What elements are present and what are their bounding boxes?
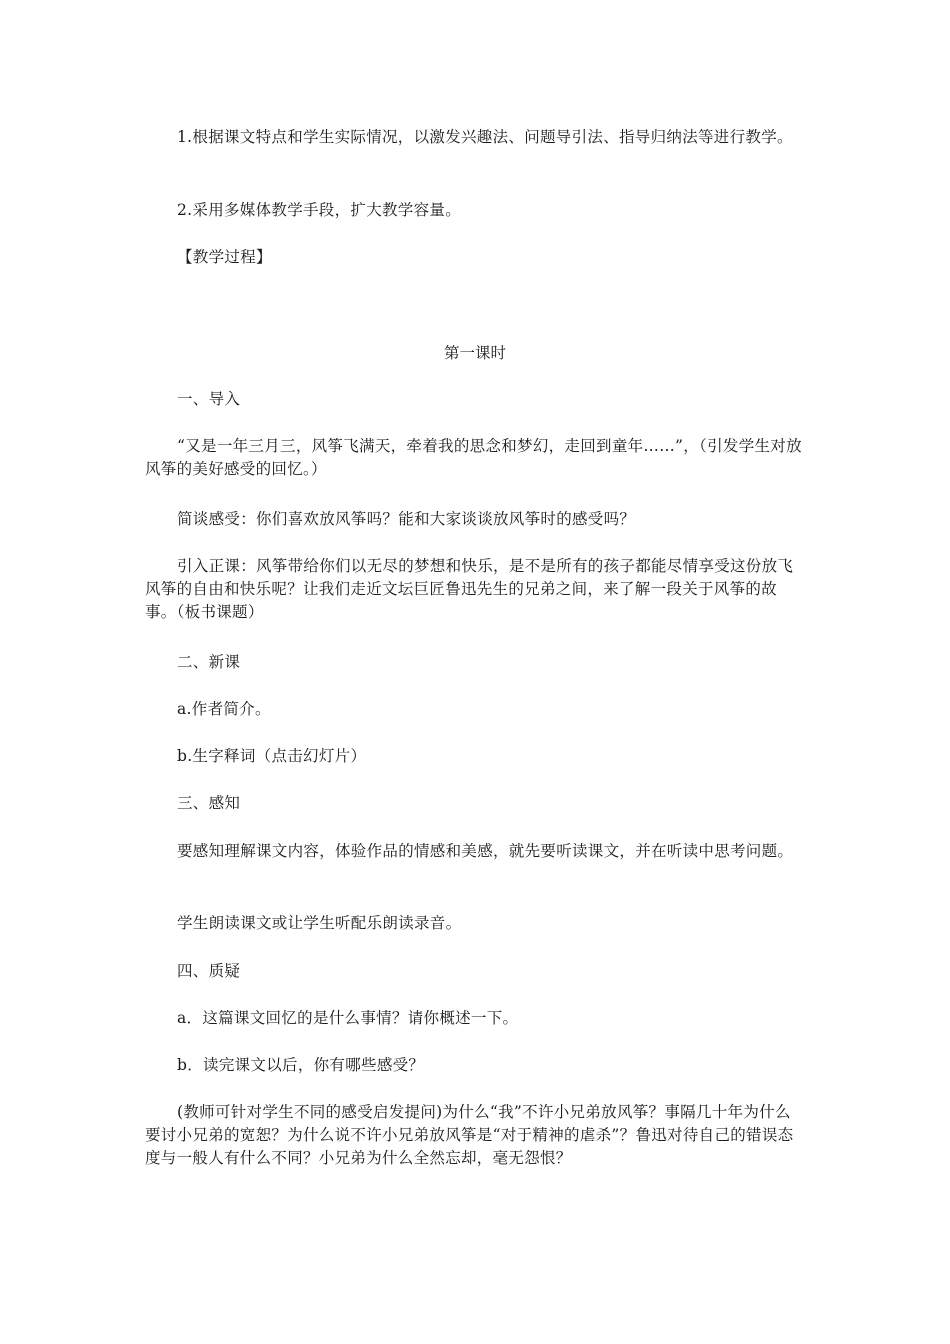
question-heading: 四、质疑 xyxy=(177,962,241,980)
process-heading: 【教学过程】 xyxy=(177,248,272,266)
intro-talk: 简谈感受：你们喜欢放风筝吗？能和大家谈谈放风筝时的感受吗？ xyxy=(177,510,636,528)
new-heading: 二、新课 xyxy=(177,653,241,671)
new-item-a: a.作者简介。 xyxy=(177,700,271,718)
method-item-1: 1.根据课文特点和学生实际情况，以激发兴趣法、问题导引法、指导归纳法等进行教学。 xyxy=(177,128,793,146)
teacher-prompt: (教师可针对学生不同的感受启发提问)为什么“我”不许小兄弟放风筝？事隔几十年为什么要讨小兄弟的宽恕？为什么说不许小兄弟放风筝是“对于精神的虐杀”？鲁迅对待自己的错误态度与一般人有什么不同？小兄弟为什么全然忘却，毫无怨恨？ xyxy=(145,1103,794,1167)
intro-heading: 一、导入 xyxy=(177,390,241,408)
intro-lead: 引入正课：风筝带给你们以无尽的梦想和快乐，是不是所有的孩子都能尽情享受这份放飞风筝的自由和快乐呢？让我们走近文坛巨匠鲁迅先生的兄弟之间，来了解一段关于风筝的故事。（板书课题） xyxy=(145,557,794,621)
method-item-2: 2.采用多媒体教学手段，扩大教学容量。 xyxy=(177,201,461,219)
question-b: b．读完课文以后，你有哪些感受？ xyxy=(177,1056,425,1074)
new-item-b: b.生字释词（点击幻灯片） xyxy=(177,747,367,765)
lesson-title: 第一课时 xyxy=(443,344,506,362)
intro-quote: “又是一年三月三，风筝飞满天，牵着我的思念和梦幻，走回到童年……”，（引发学生对放风筝的美好感受的回忆。） xyxy=(145,437,802,478)
perceive-read: 学生朗读课文或让学生听配乐朗读录音。 xyxy=(177,914,462,932)
perceive-heading: 三、感知 xyxy=(177,794,241,812)
question-a: a．这篇课文回忆的是什么事情？请你概述一下。 xyxy=(177,1009,519,1027)
perceive-text: 要感知理解课文内容，体验作品的情感和美感，就先要听读课文，并在听读中思考问题。 xyxy=(177,842,794,860)
